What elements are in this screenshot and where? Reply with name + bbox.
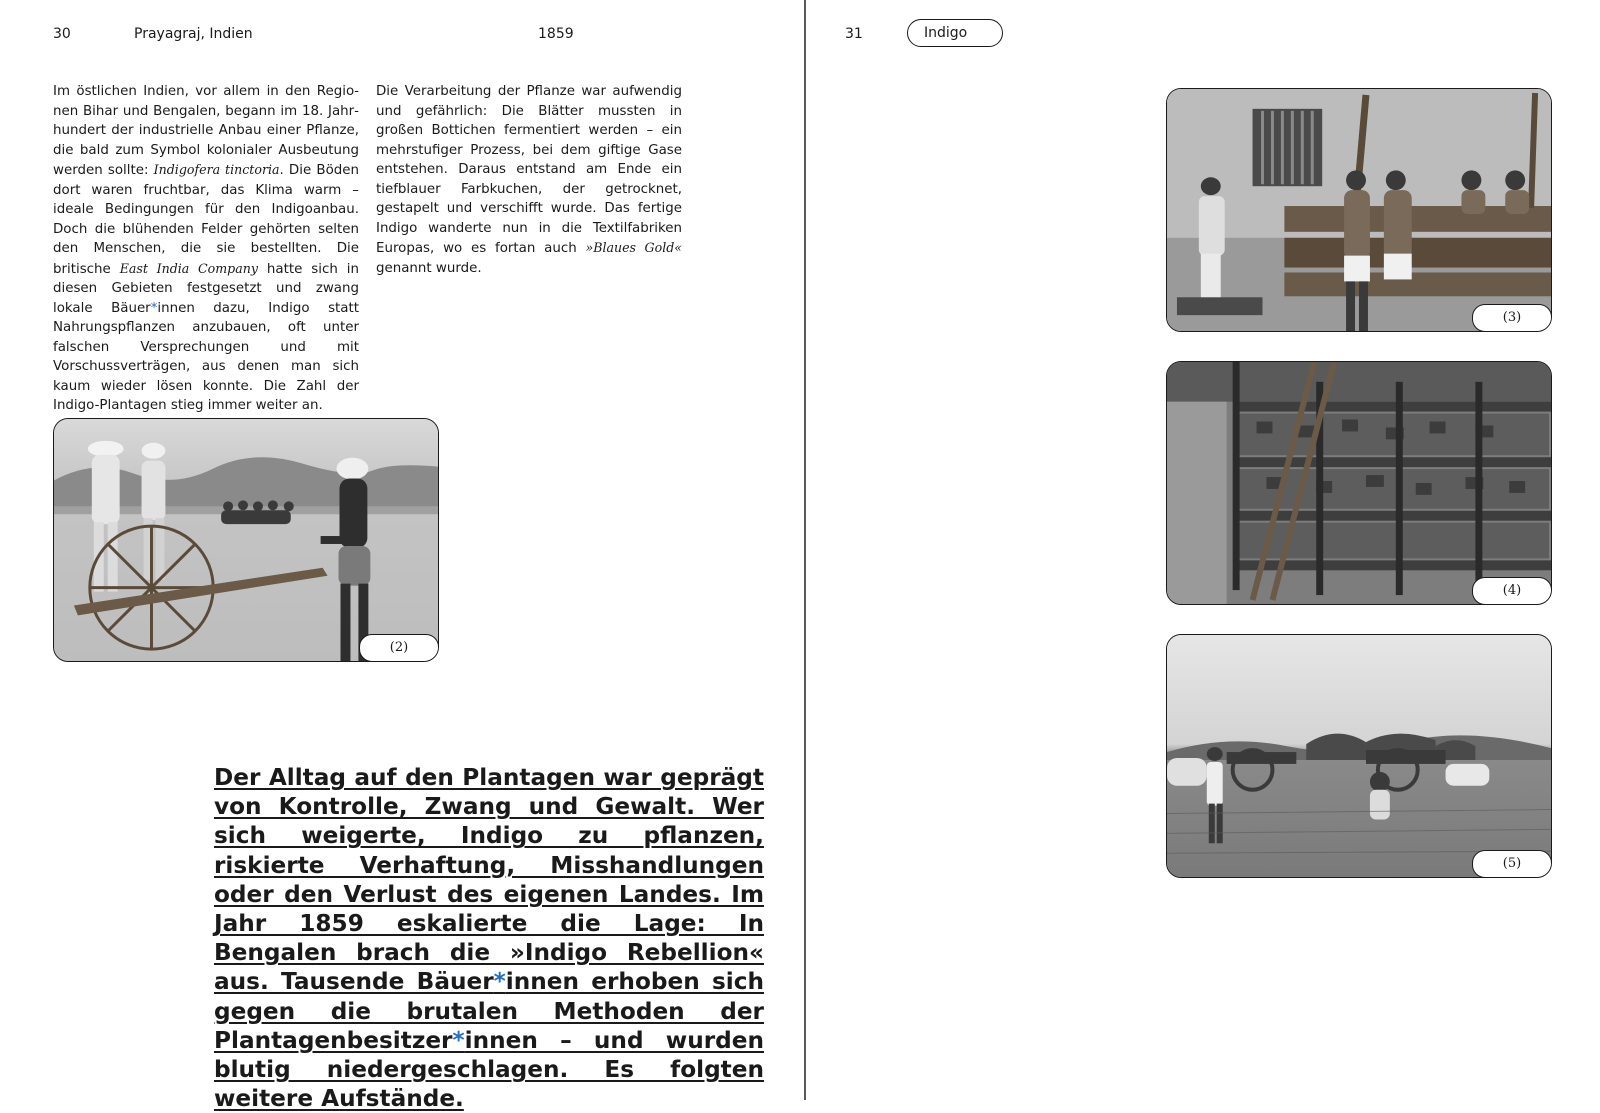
text-run: genannt wurde. [376,260,482,276]
text-run: Der Alltag auf den Plantagen war geprägt von Kontrolle, Zwang und Gewalt. Wer sich weigerte, Indigo zu pflanzen, riskierte Verhaftung, Misshandlungen oder den Verlust des eigenen Landes. Im Jahr 1859 eskalierte die Lage: In Bengalen brach die »Indigo Rebellion« aus. Tausende Bäuer [214,764,764,996]
emphasis-text: »Blaues Gold« [585,240,682,255]
photo-press-workers-image [1167,89,1551,331]
gender-star: * [452,1026,465,1054]
body-text-column-2 [376,82,682,278]
running-head-place: Prayagraj, Indien [134,26,253,42]
photo-caption-5: (5) [1472,850,1552,878]
photo-caption-2: (2) [359,634,439,662]
photo-cart-worker-image [54,419,438,661]
gender-star: * [150,300,158,316]
section-tab: Indigo [907,19,1003,47]
running-head-year: 1859 [538,26,574,42]
page-gutter [804,0,806,1100]
photo-drying-shelves [1166,361,1552,605]
text-run: innen dazu, Indigo statt Nahrungspflanzen anzubauen, oft unter falschen Versprechungen und mit Vorschussverträgen, aus denen man sich kaum wieder lösen konnte. Die Zahl der Indigo-Plantagen stieg immer weiter an. [53,300,359,413]
page-number-left: 30 [53,26,71,42]
text-run: innen erhoben sich gegen die brutalen Methoden der Plantagenbesitzer [214,968,764,1054]
photo-press-workers [1166,88,1552,332]
text-run: . Die Böden dort waren fruchtbar, das Klima warm – ideale Bedingungen für den Indigoanbau. Doch die blühenden Felder gehörten selten den Menschen, die sie bestellten. Die britische [53,163,359,277]
photo-field-carts-image [1167,635,1551,877]
photo-caption-3: (3) [1472,304,1552,332]
emphasis-text: Indigofera tinctoria [153,162,280,177]
body-text-column-1 [53,82,359,416]
page-number-right: 31 [845,26,863,42]
photo-caption-4: (4) [1472,577,1552,605]
pull-quote [214,763,764,1113]
photo-field-carts [1166,634,1552,878]
emphasis-text: East India Company [119,260,258,276]
photo-cart-worker [53,418,439,662]
photo-drying-shelves-image [1167,362,1551,604]
text-run: hatte sich in diesen Gebieten festgesetzt und zwang lokale Bäuer [53,261,359,316]
text-run: Die Verarbeitung der Pflanze war aufwendig und gefährlich: Die Blätter mussten in großen Bottichen fermentiert werden – ein mehrstufiger Prozess, bei dem giftige Gase entstehen. Daraus entstand am Ende ein tiefblauer Farbkuchen, der getrocknet, gestapelt und verschifft wurde. Das fertige Indigo wanderte nun in die Textilfabriken Europas, wo es fortan auch [376,84,682,256]
text-run: Im östlichen Indien, vor allem in den Regionen Bihar und Bengalen, begann im 18. Jahrhundert der industrielle Anbau einer Pflanze, die bald zum Symbol kolonialer Ausbeutung werden sollte: [53,84,359,178]
text-run: innen – und wurden blutig niedergeschlagen. Es folgten weitere Aufstände. [214,1026,764,1113]
gender-star: * [493,968,506,996]
